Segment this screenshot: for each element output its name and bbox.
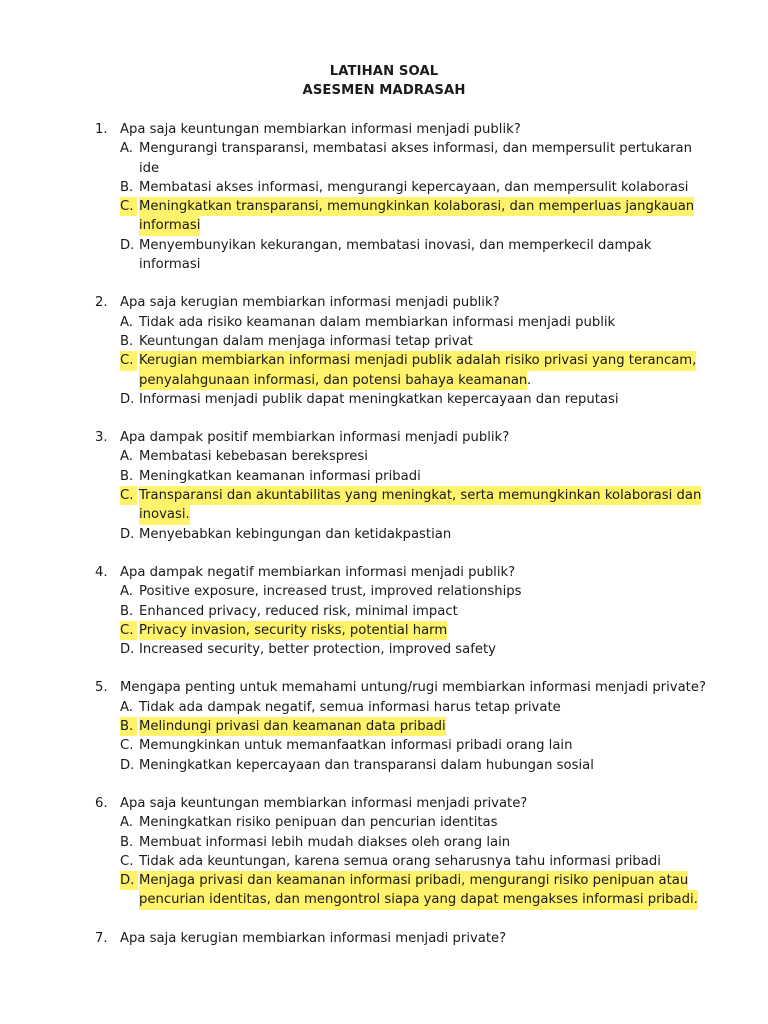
answer-option-correct (0, 505, 768, 524)
option-text: Memungkinkan untuk memanfaatkan informasi pribadi orang lain (139, 738, 573, 754)
option-text: Membuat informasi lebih mudah diakses oleh orang lain (139, 834, 511, 850)
option-label: A. (120, 699, 133, 715)
option-label: D. (120, 757, 135, 773)
option-label: B. (120, 603, 134, 619)
option-label: A. (120, 584, 133, 600)
option-label: C. (120, 486, 137, 505)
question-number: 1. (95, 122, 108, 137)
option-text: Increased security, better protection, improved safety (139, 642, 496, 658)
answer-option (0, 178, 768, 197)
document-subtitle: ASESMEN MADRASAH (302, 83, 466, 98)
option-text: penyalahgunaan informasi, dan potensi bahaya keamanan (139, 371, 527, 390)
option-suffix: . (527, 371, 531, 390)
option-text: Melindungi privasi dan keamanan data pribadi (139, 717, 446, 736)
question-item (0, 794, 768, 910)
question-number: 3. (95, 430, 108, 446)
answer-option-correct (0, 717, 768, 736)
option-label: A. (120, 449, 133, 465)
answer-option (0, 159, 768, 178)
answer-option (0, 390, 768, 409)
answer-option (0, 833, 768, 852)
option-text: Menyebabkan kebingungan dan ketidakpastian (139, 526, 452, 542)
option-text: Membatasi akses informasi, mengurangi kepercayaan, dan mempersulit kolaborasi (139, 179, 689, 195)
option-text: Informasi menjadi publik dapat meningkatkan kepercayaan dan reputasi (139, 391, 619, 407)
option-label: A. (120, 314, 133, 330)
option-label: C. (120, 197, 137, 216)
answer-option-correct (0, 890, 768, 909)
document-title: LATIHAN SOAL (329, 64, 439, 79)
option-label: C. (120, 853, 134, 869)
question-line (0, 120, 768, 139)
option-label: B. (120, 468, 134, 484)
question-text: Apa saja keuntungan membiarkan informasi menjadi publik? (120, 122, 521, 137)
option-label: C. (120, 351, 137, 370)
option-text: Kerugian membiarkan informasi menjadi publik adalah risiko privasi yang terancam, (139, 351, 696, 370)
question-item (0, 678, 768, 774)
option-text: Meningkatkan keamanan informasi pribadi (139, 468, 421, 484)
option-label: D. (120, 871, 138, 890)
answer-option (0, 255, 768, 274)
option-label: B. (120, 179, 134, 195)
answer-option (0, 698, 768, 717)
option-text: Mengurangi transparansi, membatasi akses informasi, dan mempersulit pertukaran (139, 141, 692, 157)
option-text: Menjaga privasi dan keamanan informasi pribadi, mengurangi risiko penipuan atau (139, 871, 688, 890)
question-list (0, 120, 768, 967)
question-line (0, 794, 768, 813)
question-text: Apa dampak negatif membiarkan informasi menjadi publik? (120, 564, 516, 580)
option-label: C. (120, 738, 134, 754)
option-text: Meningkatkan risiko penipuan dan pencurian identitas (139, 815, 498, 831)
option-text: Meningkatkan kepercayaan dan transparansi dalam hubungan sosial (139, 757, 594, 773)
answer-option-correct (0, 371, 768, 390)
answer-option-correct (0, 621, 768, 640)
question-number: 5. (95, 680, 108, 696)
option-label: B. (120, 717, 137, 736)
option-text: inovasi. (139, 505, 190, 524)
question-item (0, 293, 768, 409)
option-text: Transparansi dan akuntabilitas yang meningkat, serta memungkinkan kolaborasi dan (139, 486, 701, 505)
question-text: Apa dampak positif membiarkan informasi menjadi publik? (120, 430, 510, 446)
option-label: D. (120, 642, 135, 658)
question-line (0, 929, 768, 948)
answer-option-correct (0, 197, 768, 216)
answer-option-correct (0, 216, 768, 235)
option-label: C. (120, 621, 137, 640)
answer-option (0, 313, 768, 332)
option-label: D. (120, 526, 135, 542)
question-number: 2. (95, 295, 108, 311)
option-text: informasi (139, 216, 200, 235)
option-text: Menyembunyikan kekurangan, membatasi inovasi, dan memperkecil dampak (139, 237, 652, 253)
question-item (0, 428, 768, 544)
option-text: Membatasi kebebasan berekspresi (139, 449, 368, 465)
option-label: B. (120, 333, 134, 349)
option-label: D. (120, 391, 135, 407)
question-line (0, 678, 768, 697)
question-text: Apa saja kerugian membiarkan informasi menjadi private? (120, 930, 507, 946)
answer-option (0, 582, 768, 601)
question-number: 4. (95, 564, 108, 580)
option-label: A. (120, 141, 133, 157)
option-text: Privacy invasion, security risks, potential harm (139, 621, 447, 640)
option-text: informasi (139, 257, 201, 273)
option-text: Tidak ada risiko keamanan dalam membiarkan informasi menjadi publik (139, 314, 616, 330)
option-label: B. (120, 834, 134, 850)
option-text: Keuntungan dalam menjaga informasi tetap privat (139, 333, 473, 349)
answer-option (0, 525, 768, 544)
answer-option (0, 852, 768, 871)
answer-option (0, 736, 768, 755)
answer-option (0, 139, 768, 158)
question-line (0, 428, 768, 447)
answer-option (0, 640, 768, 659)
option-text: Meningkatkan transparansi, memungkinkan kolaborasi, dan memperluas jangkauan (139, 197, 694, 216)
answer-option-correct (0, 871, 768, 890)
answer-option (0, 602, 768, 621)
answer-option-correct (0, 351, 768, 370)
option-label: D. (120, 237, 135, 253)
question-text: Apa saja keuntungan membiarkan informasi menjadi private? (120, 795, 528, 811)
option-text: ide (139, 160, 160, 176)
question-item (0, 563, 768, 659)
question-text: Mengapa penting untuk memahami untung/rugi membiarkan informasi menjadi private? (120, 680, 706, 696)
answer-option-correct (0, 486, 768, 505)
question-number: 6. (95, 795, 108, 811)
question-item (0, 929, 768, 948)
answer-option (0, 756, 768, 775)
answer-option (0, 447, 768, 466)
answer-option (0, 332, 768, 351)
option-text: pencurian identitas, dan mengontrol siapa yang dapat mengakses informasi pribadi. (139, 890, 698, 909)
option-text: Tidak ada keuntungan, karena semua orang seharusnya tahu informasi pribadi (139, 853, 661, 869)
option-text: Tidak ada dampak negatif, semua informasi harus tetap private (139, 699, 561, 715)
question-item (0, 120, 768, 274)
answer-option (0, 467, 768, 486)
question-line (0, 293, 768, 312)
option-text: Enhanced privacy, reduced risk, minimal impact (139, 603, 458, 619)
question-line (0, 563, 768, 582)
option-text: Positive exposure, increased trust, improved relationships (139, 584, 522, 600)
answer-option (0, 236, 768, 255)
question-text: Apa saja kerugian membiarkan informasi menjadi publik? (120, 295, 500, 311)
question-number: 7. (95, 930, 108, 946)
option-label: A. (120, 815, 133, 831)
answer-option (0, 813, 768, 832)
